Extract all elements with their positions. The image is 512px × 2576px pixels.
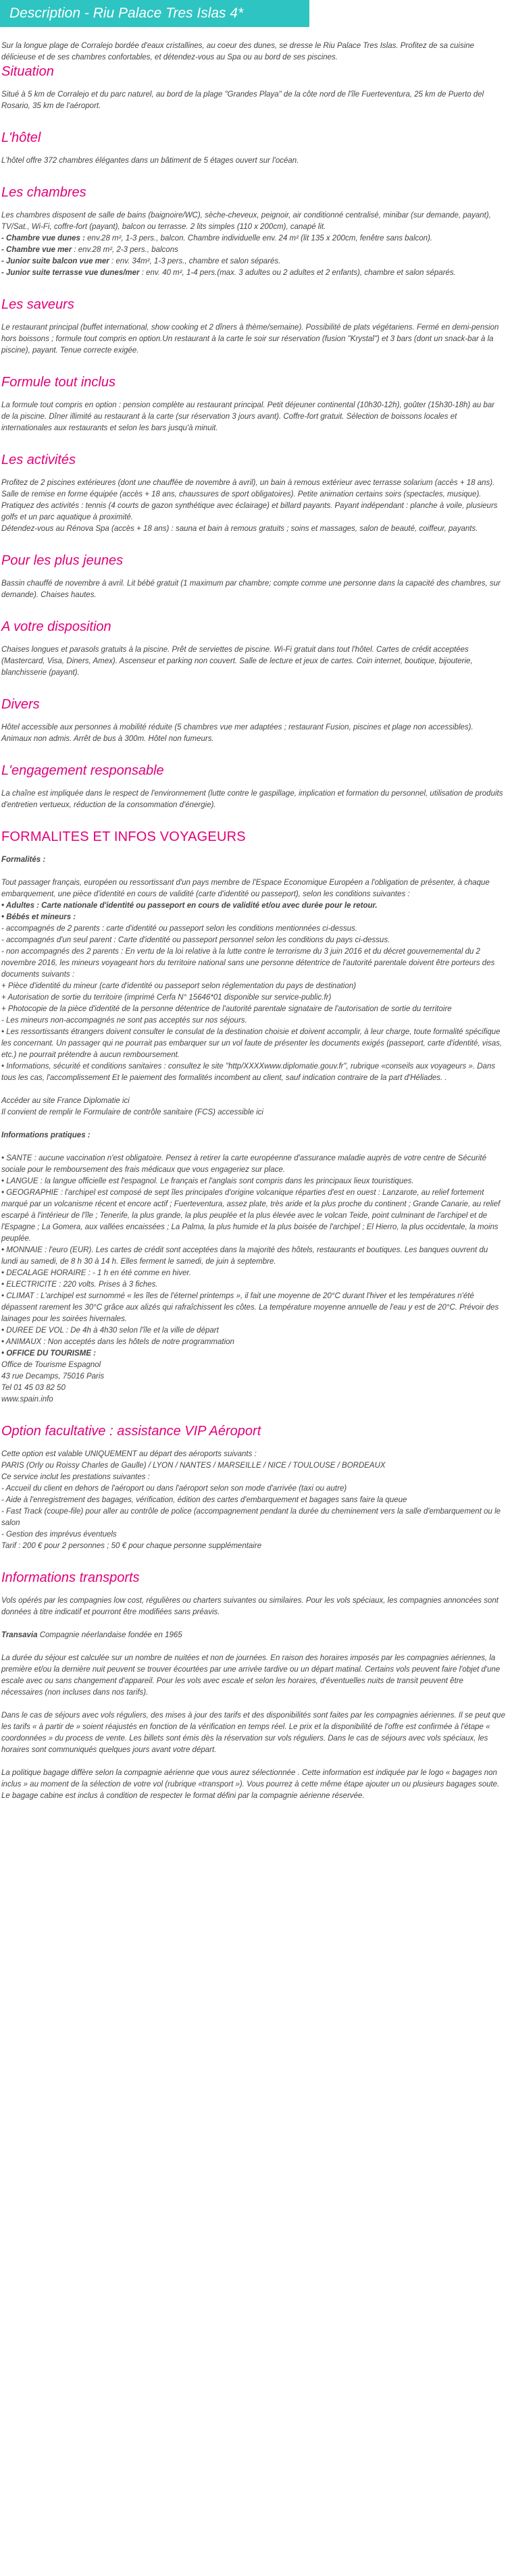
formalities-line: [1, 1084, 505, 1096]
spain-info-link[interactable]: www.spain.info: [1, 1395, 53, 1403]
formalities-lines: [1, 877, 505, 1118]
practical-line: • OFFICE DU TOURISME :: [1, 1349, 96, 1358]
hotel-heading: L'hôtel: [1, 130, 41, 145]
content: [0, 41, 505, 1802]
room-desc: : env.28 m², 2-3 pers., balcons: [72, 246, 178, 254]
formalities-line: - accompagnés de 2 parents : carte d'identité ou passeport selon les conditions mentionnées ci-dessus.: [1, 925, 358, 933]
allinclusive-text: La formule tout compris en option : pension complète au restaurant principal. Petit déjeuner continental (10h30-12h), goûter (15h30-18h) au bar de la piscine. Dîner illimité au restaurant à la carte (sur réservation 3 jours avant). Coffre-fort gratuit. Sélection de boissons locales et internationales aux restaurants et selon les bars jusqu'à minuit.: [1, 401, 495, 432]
formalities-line: + Photocopie de la pièce d'identité de la personne détentrice de l'autorité parentale signataire de l'autorisation de sortie du territoire: [1, 1005, 452, 1013]
airline-entry: [1, 1630, 505, 1641]
section-rooms: [1, 184, 505, 279]
allinclusive-heading: Formule tout inclus: [1, 375, 116, 390]
formalities-line: - non accompagnés des 2 parents : En vertu de la loi relative à la lutte contre le terrorisme du 3 juin 2016 et du décret gouvernemental du 2 novembre 2016, les mineurs voyageant hors du territoire national sans une personne détentrice de l'autorité parentale doivent être porteurs des documents suivants :: [1, 948, 495, 979]
misc-heading: Divers: [1, 697, 40, 712]
transport-para: La durée du séjour est calculée sur un nombre de nuitées et non de journées. En raison des horaires imposés par les compagnies aériennes, la première et/ou la dernière nuit peuvent se trouver écourtées par une arrivée tardive ou un départ matinal. Certains vols peuvent faire l'objet d'une escale avec ou sans changement d'appareil. Pour les vols avec escale et selon les horaires, d'éventuelles nuits de transit peuvent être nécessaires (non incluses dans nos tarifs).: [1, 1654, 501, 1697]
practical-line: Office de Tourisme Espagnol: [1, 1361, 101, 1369]
food-text: Le restaurant principal (buffet international, show cooking et 2 dîners à thème/semaine). Possibilité de plats végétariens. Fermé en demi-pension hors boissons ; formule tout compris en option.Un restaurant à la carte le soir sur réservation (fusion "Krystal") et 3 bars (dont un snack-bar à la piscine), payant. Tenue correcte exigée.: [1, 324, 499, 355]
practical-line: 43 rue Decamps, 75016 Paris: [1, 1372, 105, 1381]
room-item: [1, 244, 505, 256]
activities-heading: Les activités: [1, 453, 76, 467]
practical-lines: [1, 1153, 505, 1406]
room-desc: : env. 34m², 1-3 pers., chambre et salon séparés.: [109, 257, 281, 265]
kids-text: Bassin chauffé de novembre à avril. Lit bébé gratuit (1 maximum par chambre; compte comme une personne dans la capacité des chambres, sur demande). Chaises hautes.: [1, 579, 501, 599]
section-kids: [1, 552, 505, 601]
rooms-heading: Les chambres: [1, 185, 86, 200]
commitment-text: La chaîne est impliquée dans le respect de l'environnement (lutte contre le gaspillage, implication et formation du personnel, utilisation de produits d'entretien vertueux, réduction de la consommation d'énergie).: [1, 790, 503, 809]
section-vip: [1, 1423, 505, 1552]
page-title: Description - Riu Palace Tres Islas 4*: [0, 0, 309, 27]
rooms-text: Les chambres disposent de salle de bains (baignoire/WC), sèche-cheveux, peignoir, air conditionné centralisé, minibar (sur demande, payant), TV/Sat., Wi-Fi, coffre-fort (payant), balcon ou terrasse. 2 lits simples (110 x 200cm), canapé lit.: [1, 211, 491, 231]
practical-line: • MONNAIE : l'euro (EUR). Les cartes de crédit sont acceptées dans la majorité des hôtels, restaurants et boutiques. Les banques ouvrent du lundi au samedi, de 8 h 30 à 14 h. Elles ferment le samedi, de juin à septembre.: [1, 1246, 488, 1266]
disposal-heading: A votre disposition: [1, 619, 111, 634]
activities-line: Pratiquez des activités : tennis (4 courts de gazon synthétique avec éclairage) et billard payants. Payant indépendant : planche à voile, plusieurs golfs et un parc aquatique à proximité.: [1, 502, 498, 521]
room-item: [1, 267, 505, 279]
vip-line: - Fast Track (coupe-file) pour aller au contrôle de police (accompagnement pendant la durée du cheminement vers la salle d'embarquement ou le salon: [1, 1508, 501, 1527]
room-item: [1, 256, 505, 267]
activities-line: Détendez-vous au Rénova Spa (accès + 18 ans) : sauna et bain à remous gratuits ; soins et massages, salon de beauté, coiffeur, payants.: [1, 525, 478, 533]
misc-text: Hôtel accessible aux personnes à mobilité réduite (5 chambres vue mer adaptées ; restaurant Fusion, piscines et plage non accessibles). Animaux non admis. Arrêt de bus à 300m. Hôtel non fumeurs.: [1, 723, 473, 743]
transport-para: La politique bagage diffère selon la compagnie aérienne que vous aurez sélectionnée . Cette information est indiquée par le logo « bagages non inclus » au moment de la sélection de votre vol (rubrique «transport »). Vous pourrez à cette même étape ajouter un ou plusieurs bagages soute. Le bagage cabine est inclus à condition de respecter le format défini par la compagnie aérienne réservée.: [1, 1769, 500, 1800]
vip-heading: Option facultative : assistance VIP Aéroport: [1, 1424, 261, 1439]
airline-desc: Compagnie néerlandaise fondée en 1965: [37, 1631, 182, 1639]
section-food: [1, 297, 505, 357]
situation-text: Situé à 5 km de Corralejo et du parc naturel, au bord de la plage "Grandes Playa" de la côte nord de l'île Fuerteventura, 25 km de Puerto del Rosario, 35 km de l'aéroport.: [1, 91, 484, 110]
room-label: - Chambre vue dunes :: [1, 234, 85, 242]
room-label: - Junior suite balcon vue mer: [1, 257, 109, 265]
practical-line: Tel 01 45 03 82 50: [1, 1384, 66, 1392]
section-formalities: [1, 829, 505, 1406]
formalities-line: • Bébés et mineurs :: [1, 913, 76, 921]
practical-line: • ELECTRICITE : 220 volts. Prises à 3 fiches.: [1, 1281, 158, 1289]
formalities-line: + Pièce d'identité du mineur (carte d'identité ou passeport selon réglementation du pays de destination): [1, 982, 357, 990]
formalities-line: + Autorisation de sortie du territoire (imprimé Cerfa N° 15646*01 disponible sur service-public.fr): [1, 994, 332, 1002]
vip-line: - Aide à l'enregistrement des bagages, vérification, édition des cartes d'embarquement et bagages sans faire la queue: [1, 1496, 407, 1504]
practical-line: • GEOGRAPHIE : l'archipel est composé de sept îles principales d'origine volcanique réparties d'est en ouest : Lanzarote, au relief fortement marqué par un volcanisme récent et encore actif ; Fuerteventura, assez plate, très aride et la plus proche du continent ; Grande Canarie, au relief escarpé à l'intérieur de l'île ; Tenerife, la plus grande, la plus peuplée et la plus élevée avec le volcan Teide, point culminant de l'archipel et de l'Espagne ; La Gomera, aux vallées encaissées ; La Palma, la plus humide et la plus boisée de l'archipel ; El Hierro, la plus occidentale, la moins peuplée.: [1, 1189, 501, 1243]
vip-line: - Gestion des imprévus éventuels: [1, 1530, 117, 1539]
situation-heading: Situation: [1, 64, 54, 79]
hotel-text: L'hôtel offre 372 chambres élégantes dans un bâtiment de 5 étages ouvert sur l'océan.: [1, 157, 299, 165]
formalities-heading: FORMALITES ET INFOS VOYAGEURS: [1, 829, 246, 844]
section-all-inclusive: [1, 374, 505, 434]
room-desc: : env. 40 m², 1-4 pers.(max. 3 adultes ou 2 adultes et 2 enfants), chambre et salon séparés.: [139, 269, 456, 277]
section-commitment: [1, 763, 505, 811]
vip-line: PARIS (Orly ou Roissy Charles de Gaulle) / LYON / NANTES / MARSEILLE / NICE / TOULOUSE / BORDEAUX: [1, 1462, 386, 1470]
section-situation: [1, 63, 505, 112]
section-misc: [1, 696, 505, 745]
room-item: [1, 233, 505, 244]
practical-line: • DUREE DE VOL : De 4h à 4h30 selon l'île et la ville de départ: [1, 1326, 219, 1335]
practical-line: • CLIMAT : L'archipel est surnommé « les îles de l'éternel printemps », il fait une moyenne de 20°C durant l'hiver et les températures n'été dépassent rarement les 30°C grâce aux alizés qui rafraîchissent les côtes. La température moyenne annuelle de l'eau y est de 20°C. Prévoir des lainages pour les soirées hivernales.: [1, 1292, 499, 1323]
vip-line: - Accueil du client en dehors de l'aéroport ou dans l'aéroport selon son mode d'arrivée (taxi ou autre): [1, 1485, 347, 1493]
vip-line: Cette option est valable UNIQUEMENT au départ des aéroports suivants :: [1, 1450, 257, 1458]
kids-heading: Pour les plus jeunes: [1, 553, 124, 568]
practical-line: • ANIMAUX : Non acceptés dans les hôtels de notre programmation: [1, 1338, 234, 1346]
formalities-line: - accompagnés d'un seul parent : Carte d'identité ou passeport personnel selon les conditions du pays ci-dessus.: [1, 936, 390, 944]
vip-line: Tarif : 200 € pour 2 personnes ; 50 € pour chaque personne supplémentaire: [1, 1542, 262, 1550]
section-hotel: [1, 130, 505, 167]
food-heading: Les saveurs: [1, 297, 74, 312]
practical-line: • DECALAGE HORAIRE : - 1 h en été comme en hiver.: [1, 1269, 191, 1277]
transport-heading: Informations transports: [1, 1570, 140, 1585]
formalities-line: Tout passager français, européen ou ressortissant d'un pays membre de l'Espace Economique Européen a l'obligation de présenter, à chaque embarquement, une pièce d'identité en cours de validité (carte d'identité ou passeport), selon les conditions suivantes :: [1, 879, 490, 898]
formalities-subheading: Formalités :: [1, 856, 46, 864]
commitment-heading: L'engagement responsable: [1, 763, 164, 778]
vip-line: Ce service inclut les prestations suivantes :: [1, 1473, 150, 1481]
section-activities: [1, 452, 505, 535]
formalities-line: • Les ressortissants étrangers doivent consulter le consulat de la destination choisie et doivent accomplir, à leur charge, toute formalité spécifique les concernant. Un passager qui ne pourrait pas embarquer sur un vol faute de présenter les documents exigés (passeport, carte d'identité, visas, etc.) ne pourrait prétendre à aucun remboursement.: [1, 1028, 503, 1059]
formalities-line: • Adultes : Carte nationale d'identité ou passeport en cours de validité et/ou avec durée pour le retour.: [1, 902, 378, 910]
diplomatie-link[interactable]: Accéder au site France Diplomatie ici: [1, 1097, 130, 1105]
practical-line: • LANGUE : la langue officielle est l'espagnol. Le français et l'anglais sont compris dans les principaux lieux touristiques.: [1, 1177, 414, 1185]
fcs-link[interactable]: Il convient de remplir le Formulaire de contrôle sanitaire (FCS) accessible ici: [1, 1108, 263, 1116]
activities-line: Profitez de 2 piscines extérieures (dont une chauffée de novembre à avril), un bain à remous extérieur avec terrasse solarium (accès + 18 ans). Salle de remise en forme équipée (accès + 18 ans, chaussures de sport obligatoires). Petite animation certains soirs (spectacles, musique).: [1, 479, 495, 498]
section-transport: [1, 1570, 505, 1802]
practical-line: • SANTE : aucune vaccination n'est obligatoire. Pensez à retirer la carte européenne d'assurance maladie auprès de votre centre de Sécurité sociale pour le remboursement des frais médicaux que vous engageriez sur place.: [1, 1154, 486, 1174]
room-label: - Junior suite terrasse vue dunes/mer: [1, 269, 140, 277]
practical-heading: Informations pratiques :: [1, 1131, 91, 1139]
formalities-line: - Les mineurs non-accompagnés ne sont pas acceptés sur nos séjours.: [1, 1016, 247, 1025]
transport-para: Dans le cas de séjours avec vols réguliers, des mises à jour des tarifs et des disponibilités sont faites par les compagnies aériennes. Il se peut que les tarifs « à partir de » soient réajustés en fonction de la vérification en temps réel. Le prix et la disponibilité de l'offre est confirmée à l'étape « coordonnées » du process de vente. Les billets sont émis dès la réservation sur vols réguliers. Dans le cas de séjours avec vols spéciaux, les horaires sont communiqués quelques jours avant votre départ.: [1, 1711, 505, 1754]
room-desc: env.28 m², 1-3 pers., balcon. Chambre individuelle env. 24 m² (lit 135 x 200cm, fenêtre sans balcon).: [84, 234, 433, 242]
room-label: - Chambre vue mer: [1, 246, 72, 254]
transport-intro: Vols opérés par les compagnies low cost, régulières ou charters suivantes ou similaires. Pour les vols spéciaux, les compagnies annoncées sont données à titre indicatif et pourront être modifiées sans préavis.: [1, 1597, 498, 1616]
airline-name: Transavia: [1, 1631, 38, 1639]
section-disposal: [1, 619, 505, 679]
disposal-text: Chaises longues et parasols gratuits à la piscine. Prêt de serviettes de piscine. Wi-Fi gratuit dans tout l'hôtel. Cartes de crédit acceptées (Mastercard, Visa, Diners, Amex). Ascenseur et parking non couvert. Salle de lecture et jeux de cartes. Coin internet, boutique, bijouterie, blanchisserie (payant).: [1, 646, 473, 677]
intro-text: Sur la longue plage de Corralejo bordée d'eaux cristallines, au coeur des dunes, se dresse le Riu Palace Tres Islas. Profitez de sa cuisine délicieuse et de ses chambres confortables, et détendez-vous au Spa ou au bord de ses piscines.: [1, 42, 475, 61]
formalities-line: • Informations, sécurité et conditions sanitaires : consultez le site "http/XXXXwww.diplomatie.gouv.fr", rubrique «conseils aux voyageurs ». Dans tous les cas, l'accomplissement Et le paiement des formalités incombent au client, sauf indication contraire de la part d'Héliades. .: [1, 1062, 496, 1082]
